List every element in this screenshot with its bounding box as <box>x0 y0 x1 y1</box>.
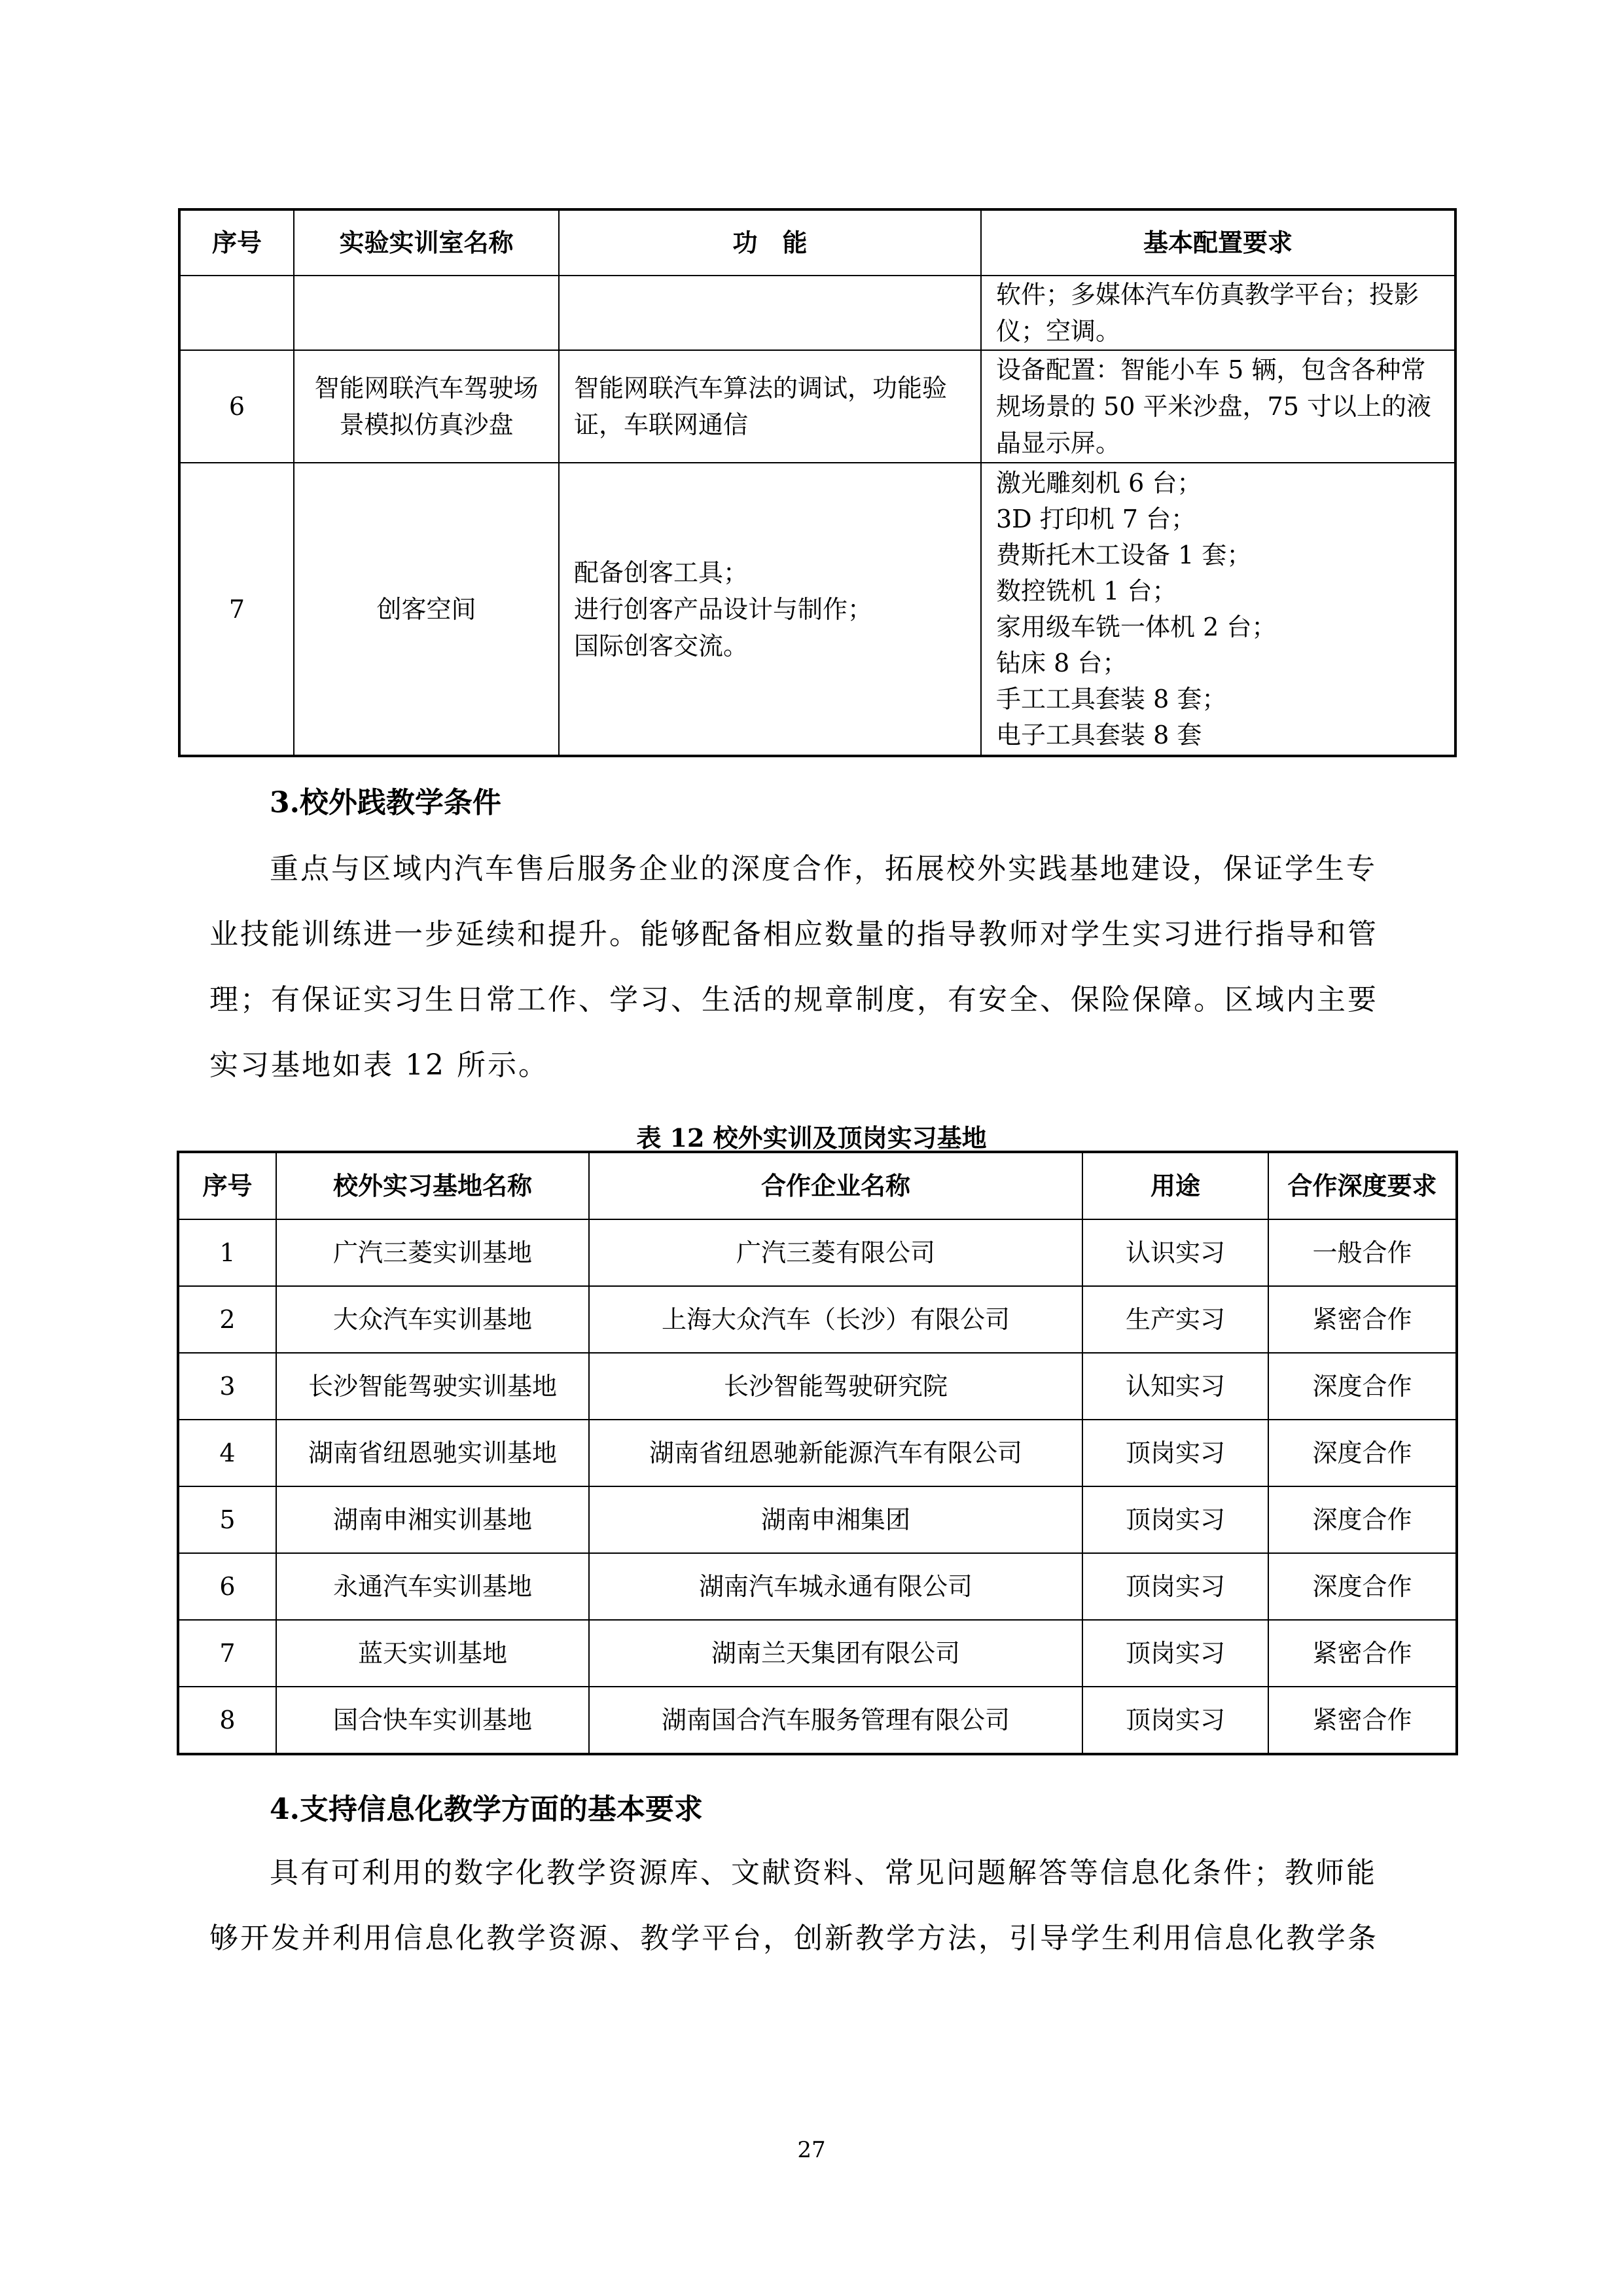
company-name: 广汽三菱有限公司 <box>589 1219 1082 1286</box>
row-number: 7 <box>179 463 294 756</box>
lab-config: 设备配置：智能小车 5 辆，包含各种常规场景的 50 平米沙盘，75 寸以上的液晶显示屏。 <box>981 350 1455 463</box>
table-row <box>178 1420 1457 1486</box>
base-name: 国合快车实训基地 <box>276 1687 589 1754</box>
company-name: 长沙智能驾驶研究院 <box>589 1353 1082 1420</box>
table-row <box>178 1486 1457 1553</box>
cooperation-depth: 深度合作 <box>1268 1353 1457 1420</box>
row-number: 6 <box>179 350 294 463</box>
row-number: 3 <box>178 1353 276 1420</box>
row-number: 5 <box>178 1486 276 1553</box>
header-cell: 合作深度要求 <box>1268 1152 1457 1219</box>
lab-table <box>178 208 1457 757</box>
base-name: 蓝天实训基地 <box>276 1620 589 1687</box>
base-name: 大众汽车实训基地 <box>276 1286 589 1353</box>
company-name: 湖南兰天集团有限公司 <box>589 1620 1082 1687</box>
base-name: 广汽三菱实训基地 <box>276 1219 589 1286</box>
header-cell: 校外实习基地名称 <box>276 1152 589 1219</box>
usage: 顶岗实习 <box>1082 1486 1268 1553</box>
row-number: 2 <box>178 1286 276 1353</box>
lab-function: 智能网联汽车算法的调试，功能验证，车联网通信 <box>559 350 981 463</box>
lab-config: 激光雕刻机 6 台； 3D 打印机 7 台； 费斯托木工设备 1 套； 数控铣机 1 台； 家用级车铣一体机 2 台； 钻床 8 台； 手工工具套装 8 套； 电子工具套装 8 套 <box>981 463 1455 756</box>
header-cell: 序号 <box>178 1152 276 1219</box>
company-name: 湖南省纽恩驰新能源汽车有限公司 <box>589 1420 1082 1486</box>
header-cell: 合作企业名称 <box>589 1152 1082 1219</box>
base-name: 永通汽车实训基地 <box>276 1553 589 1620</box>
header-cell: 实验实训室名称 <box>294 209 559 276</box>
company-name: 上海大众汽车（长沙）有限公司 <box>589 1286 1082 1353</box>
header-cell: 功 能 <box>559 209 981 276</box>
row-number <box>179 276 294 350</box>
company-name: 湖南申湘集团 <box>589 1486 1082 1553</box>
base-name: 湖南省纽恩驰实训基地 <box>276 1420 589 1486</box>
header-cell: 基本配置要求 <box>981 209 1455 276</box>
paragraph-line: 具有可利用的数字化教学资源库、文献资料、常见问题解答等信息化条件；教师能 <box>270 1856 1377 1890</box>
usage: 顶岗实习 <box>1082 1687 1268 1754</box>
lab-function: 配备创客工具； 进行创客产品设计与制作； 国际创客交流。 <box>559 463 981 756</box>
lab-name: 创客空间 <box>294 463 559 756</box>
cooperation-depth: 深度合作 <box>1268 1486 1457 1553</box>
row-number: 7 <box>178 1620 276 1687</box>
usage: 生产实习 <box>1082 1286 1268 1353</box>
internship-base-table <box>177 1151 1458 1755</box>
header-cell: 用途 <box>1082 1152 1268 1219</box>
base-name: 湖南申湘实训基地 <box>276 1486 589 1553</box>
lab-function <box>559 276 981 350</box>
base-name: 长沙智能驾驶实训基地 <box>276 1353 589 1420</box>
table-row <box>179 463 1455 756</box>
page-number: 27 <box>797 2137 826 2163</box>
paragraph-line: 实习基地如表 12 所示。 <box>209 1049 549 1082</box>
table-row <box>178 1219 1457 1286</box>
cooperation-depth: 紧密合作 <box>1268 1620 1457 1687</box>
usage: 顶岗实习 <box>1082 1420 1268 1486</box>
table-row <box>178 1553 1457 1620</box>
cooperation-depth: 深度合作 <box>1268 1553 1457 1620</box>
section-heading: 3.校外践教学条件 <box>270 786 501 819</box>
section-heading: 4.支持信息化教学方面的基本要求 <box>270 1793 703 1826</box>
paragraph-line: 重点与区域内汽车售后服务企业的深度合作，拓展校外实践基地建设，保证学生专 <box>270 852 1377 886</box>
table-row <box>179 350 1455 463</box>
table-row <box>178 1353 1457 1420</box>
lab-config: 软件；多媒体汽车仿真教学平台；投影仪；空调。 <box>981 276 1455 350</box>
row-number: 8 <box>178 1687 276 1754</box>
lab-name <box>294 276 559 350</box>
row-number: 4 <box>178 1420 276 1486</box>
company-name: 湖南国合汽车服务管理有限公司 <box>589 1687 1082 1754</box>
usage: 顶岗实习 <box>1082 1620 1268 1687</box>
paragraph-line: 够开发并利用信息化教学资源、教学平台，创新教学方法，引导学生利用信息化教学条 <box>209 1922 1378 1955</box>
table-header-row <box>178 1152 1457 1219</box>
cooperation-depth: 一般合作 <box>1268 1219 1457 1286</box>
paragraph-line: 业技能训练进一步延续和提升。能够配备相应数量的指导教师对学生实习进行指导和管 <box>209 918 1378 951</box>
cooperation-depth: 紧密合作 <box>1268 1687 1457 1754</box>
table-caption: 表 12 校外实训及顶岗实习基地 <box>636 1123 987 1153</box>
cooperation-depth: 紧密合作 <box>1268 1286 1457 1353</box>
usage: 认识实习 <box>1082 1219 1268 1286</box>
table-row <box>178 1620 1457 1687</box>
paragraph-line: 理；有保证实习生日常工作、学习、生活的规章制度，有安全、保险保障。区域内主要 <box>209 983 1378 1016</box>
table-row <box>179 276 1455 350</box>
row-number: 1 <box>178 1219 276 1286</box>
usage: 认知实习 <box>1082 1353 1268 1420</box>
row-number: 6 <box>178 1553 276 1620</box>
usage: 顶岗实习 <box>1082 1553 1268 1620</box>
cooperation-depth: 深度合作 <box>1268 1420 1457 1486</box>
table-row <box>178 1687 1457 1754</box>
company-name: 湖南汽车城永通有限公司 <box>589 1553 1082 1620</box>
header-cell: 序号 <box>179 209 294 276</box>
table-row <box>178 1286 1457 1353</box>
table-header-row <box>179 209 1455 276</box>
lab-name: 智能网联汽车驾驶场景模拟仿真沙盘 <box>294 350 559 463</box>
